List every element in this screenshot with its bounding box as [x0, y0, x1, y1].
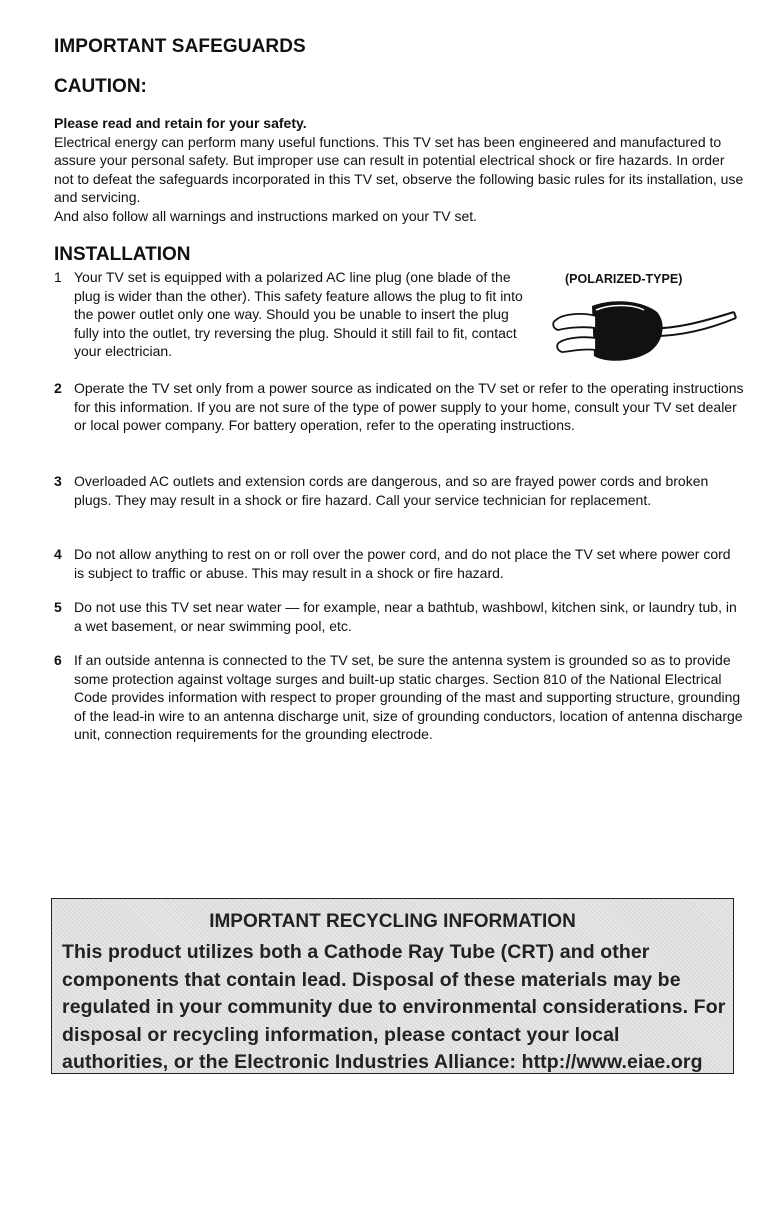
list-item — [54, 379, 744, 435]
recycling-title: IMPORTANT RECYCLING INFORMATION — [209, 911, 576, 932]
item-number: 3 — [54, 473, 62, 489]
item-number: 5 — [54, 599, 62, 615]
recycling-notice-box — [51, 898, 734, 1074]
item-number: 2 — [54, 380, 62, 396]
page-title: IMPORTANT SAFEGUARDS — [54, 36, 306, 57]
intro-bold-line: Please read and retain for your safety. — [54, 115, 307, 131]
intro-section — [54, 114, 744, 225]
polarized-plug-icon — [552, 290, 742, 370]
list-item — [54, 268, 534, 361]
item-text: Do not use this TV set near water — for example, near a bathtub, washbowl, kitchen sink, or laundry tub, in a wet basement, or near swimming pool, etc. — [74, 599, 737, 634]
list-item — [54, 472, 744, 509]
recycling-body: This product utilizes both a Cathode Ray Tube (CRT) and other components that contain lead. Disposal of these materials may be regulated in your community due to environmental considerations. For disposal or recycling information, please contact your local authorities, or the Electronic Industries Alliance: http://www.eiae.org — [62, 941, 726, 1073]
item-number: 1 — [54, 269, 62, 285]
plug-label: (POLARIZED-TYPE) — [565, 272, 683, 286]
list-item — [54, 651, 744, 744]
item-text: Operate the TV set only from a power source as indicated on the TV set or refer to the operating instructions for this information. If you are not sure of the type of power supply to your home, consult your TV set dealer or local power company. For battery operation, refer to the operating instructions. — [74, 380, 744, 433]
list-item — [54, 545, 744, 582]
item-text: Do not allow anything to rest on or roll over the power cord, and do not place the TV set where power cord is subject to traffic or abuse. This may result in a shock or fire hazard. — [74, 546, 731, 581]
intro-paragraph-2: And also follow all warnings and instructions marked on your TV set. — [54, 207, 478, 224]
item-text: If an outside antenna is connected to the TV set, be sure the antenna system is grounded so as to provide some protection against voltage surges and built-up static charges. Section 810 of the National Electrical Code provides information with respect to proper grounding of the mast and supporting structure, grounding of the lead-in wire to an antenna discharge unit, size of grounding conductors, location of antenna discharge unit, connection requirements for the grounding electrode. — [74, 652, 743, 742]
list-item — [54, 598, 744, 635]
item-number: 4 — [54, 546, 62, 562]
caution-heading: CAUTION: — [54, 76, 147, 97]
installation-heading: INSTALLATION — [54, 244, 191, 265]
intro-paragraph: Electrical energy can perform many useful functions. This TV set has been engineered and manufactured to assure your personal safety. But improper use can result in potential electrical shock or fire hazards. In order not to defeat the safeguards incorporated in this TV set, observe the following basic rules for its installation, use and servicing. — [54, 133, 744, 205]
item-text: Overloaded AC outlets and extension cords are dangerous, and so are frayed power cords and broken plugs. They may result in a shock or fire hazard. Call your service technician for replacement. — [74, 473, 709, 508]
item-number: 6 — [54, 652, 62, 668]
item-text: Your TV set is equipped with a polarized AC line plug (one blade of the plug is wider than the other). This safety feature allows the plug to fit into the power outlet only one way. Should you be unable to insert the plug fully into the outlet, try reversing the plug. Should it still fail to fit, contact your electrician. — [74, 269, 523, 359]
